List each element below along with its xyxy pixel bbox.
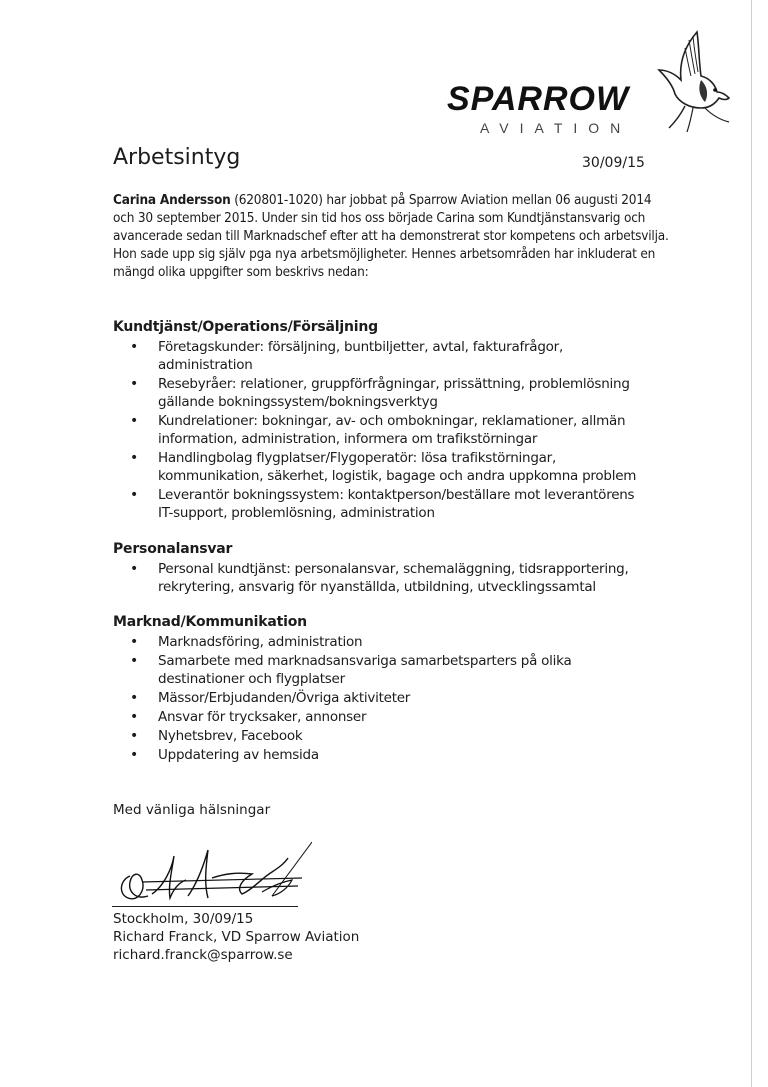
signature-line bbox=[112, 906, 298, 907]
document-date: 30/09/15 bbox=[582, 155, 645, 171]
section-list-personalansvar bbox=[113, 560, 653, 597]
sign-place-date: Stockholm, 30/09/15 bbox=[113, 911, 254, 927]
list-item: • Ansvar för trycksaker, annonser bbox=[113, 708, 653, 726]
list-item: • Företagskunder: försäljning, buntbiljetter, avtal, fakturafrågor, administration bbox=[113, 338, 653, 374]
logo-sub-text: AVIATION bbox=[480, 120, 632, 136]
sparrow-bird-icon bbox=[645, 28, 730, 138]
document-title: Arbetsintyg bbox=[113, 145, 241, 170]
closing-greeting: Med vänliga hälsningar bbox=[113, 802, 271, 818]
list-item: • Personal kundtjänst: personalansvar, schemaläggning, tidsrapportering, rekrytering, ansvarig för nyanställda, utbildning, utvecklingssamtal bbox=[113, 560, 653, 596]
section-list-marknad bbox=[113, 633, 653, 765]
list-item: • Mässor/Erbjudanden/Övriga aktiviteter bbox=[113, 689, 653, 707]
sign-name-title: Richard Franck, VD Sparrow Aviation bbox=[113, 929, 360, 945]
company-logo bbox=[440, 28, 730, 148]
intro-text: (620801-1020) har jobbat på Sparrow Aviation mellan 06 augusti 2014 och 30 september 2015. Under sin tid hos oss började Carina som Kundtjänstansvarig och avancerade sedan till Marknadschef efter att ha demonstrerat stor kompetens och arbetsvilja. Hon sade upp sig själv pga nya arbetsmöjligheter. Hennes arbetsområden har inkluderat en mängd olika uppgifter som beskrivs nedan: bbox=[113, 192, 669, 280]
list-item: • Handlingbolag flygplatser/Flygoperatör: lösa trafikstörningar, kommunikation, säkerhet, logistik, bagage och andra uppkomna problem bbox=[113, 449, 653, 485]
list-item: • Uppdatering av hemsida bbox=[113, 746, 653, 764]
sign-email: richard.franck@sparrow.se bbox=[113, 947, 293, 963]
page-edge-line bbox=[751, 0, 752, 1087]
list-item: • Leverantör bokningssystem: kontaktperson/beställare mot leverantörens IT-support, problemlösning, administration bbox=[113, 486, 653, 522]
handwritten-signature bbox=[112, 838, 312, 910]
list-item: • Resebyråer: relationer, gruppförfrågningar, prissättning, problemlösning gällande bokningssystem/bokningsverktyg bbox=[113, 375, 653, 411]
section-title-marknad: Marknad/Kommunikation bbox=[113, 614, 307, 630]
signature-block bbox=[113, 910, 359, 964]
intro-paragraph bbox=[113, 191, 669, 281]
list-item: • Samarbete med marknadsansvariga samarbetsparters på olika destinationer och flygplatser bbox=[113, 652, 653, 688]
section-title-personalansvar: Personalansvar bbox=[113, 541, 233, 557]
section-list-kundtjanst bbox=[113, 338, 653, 523]
employee-name: Carina Andersson bbox=[113, 192, 231, 208]
list-item: • Nyhetsbrev, Facebook bbox=[113, 727, 653, 745]
section-title-kundtjanst: Kundtjänst/Operations/Försäljning bbox=[113, 319, 378, 335]
logo-brand-text: SPARROW bbox=[447, 80, 630, 118]
list-item: • Kundrelationer: bokningar, av- och ombokningar, reklamationer, allmän information, administration, informera om trafikstörningar bbox=[113, 412, 653, 448]
list-item: • Marknadsföring, administration bbox=[113, 633, 653, 651]
